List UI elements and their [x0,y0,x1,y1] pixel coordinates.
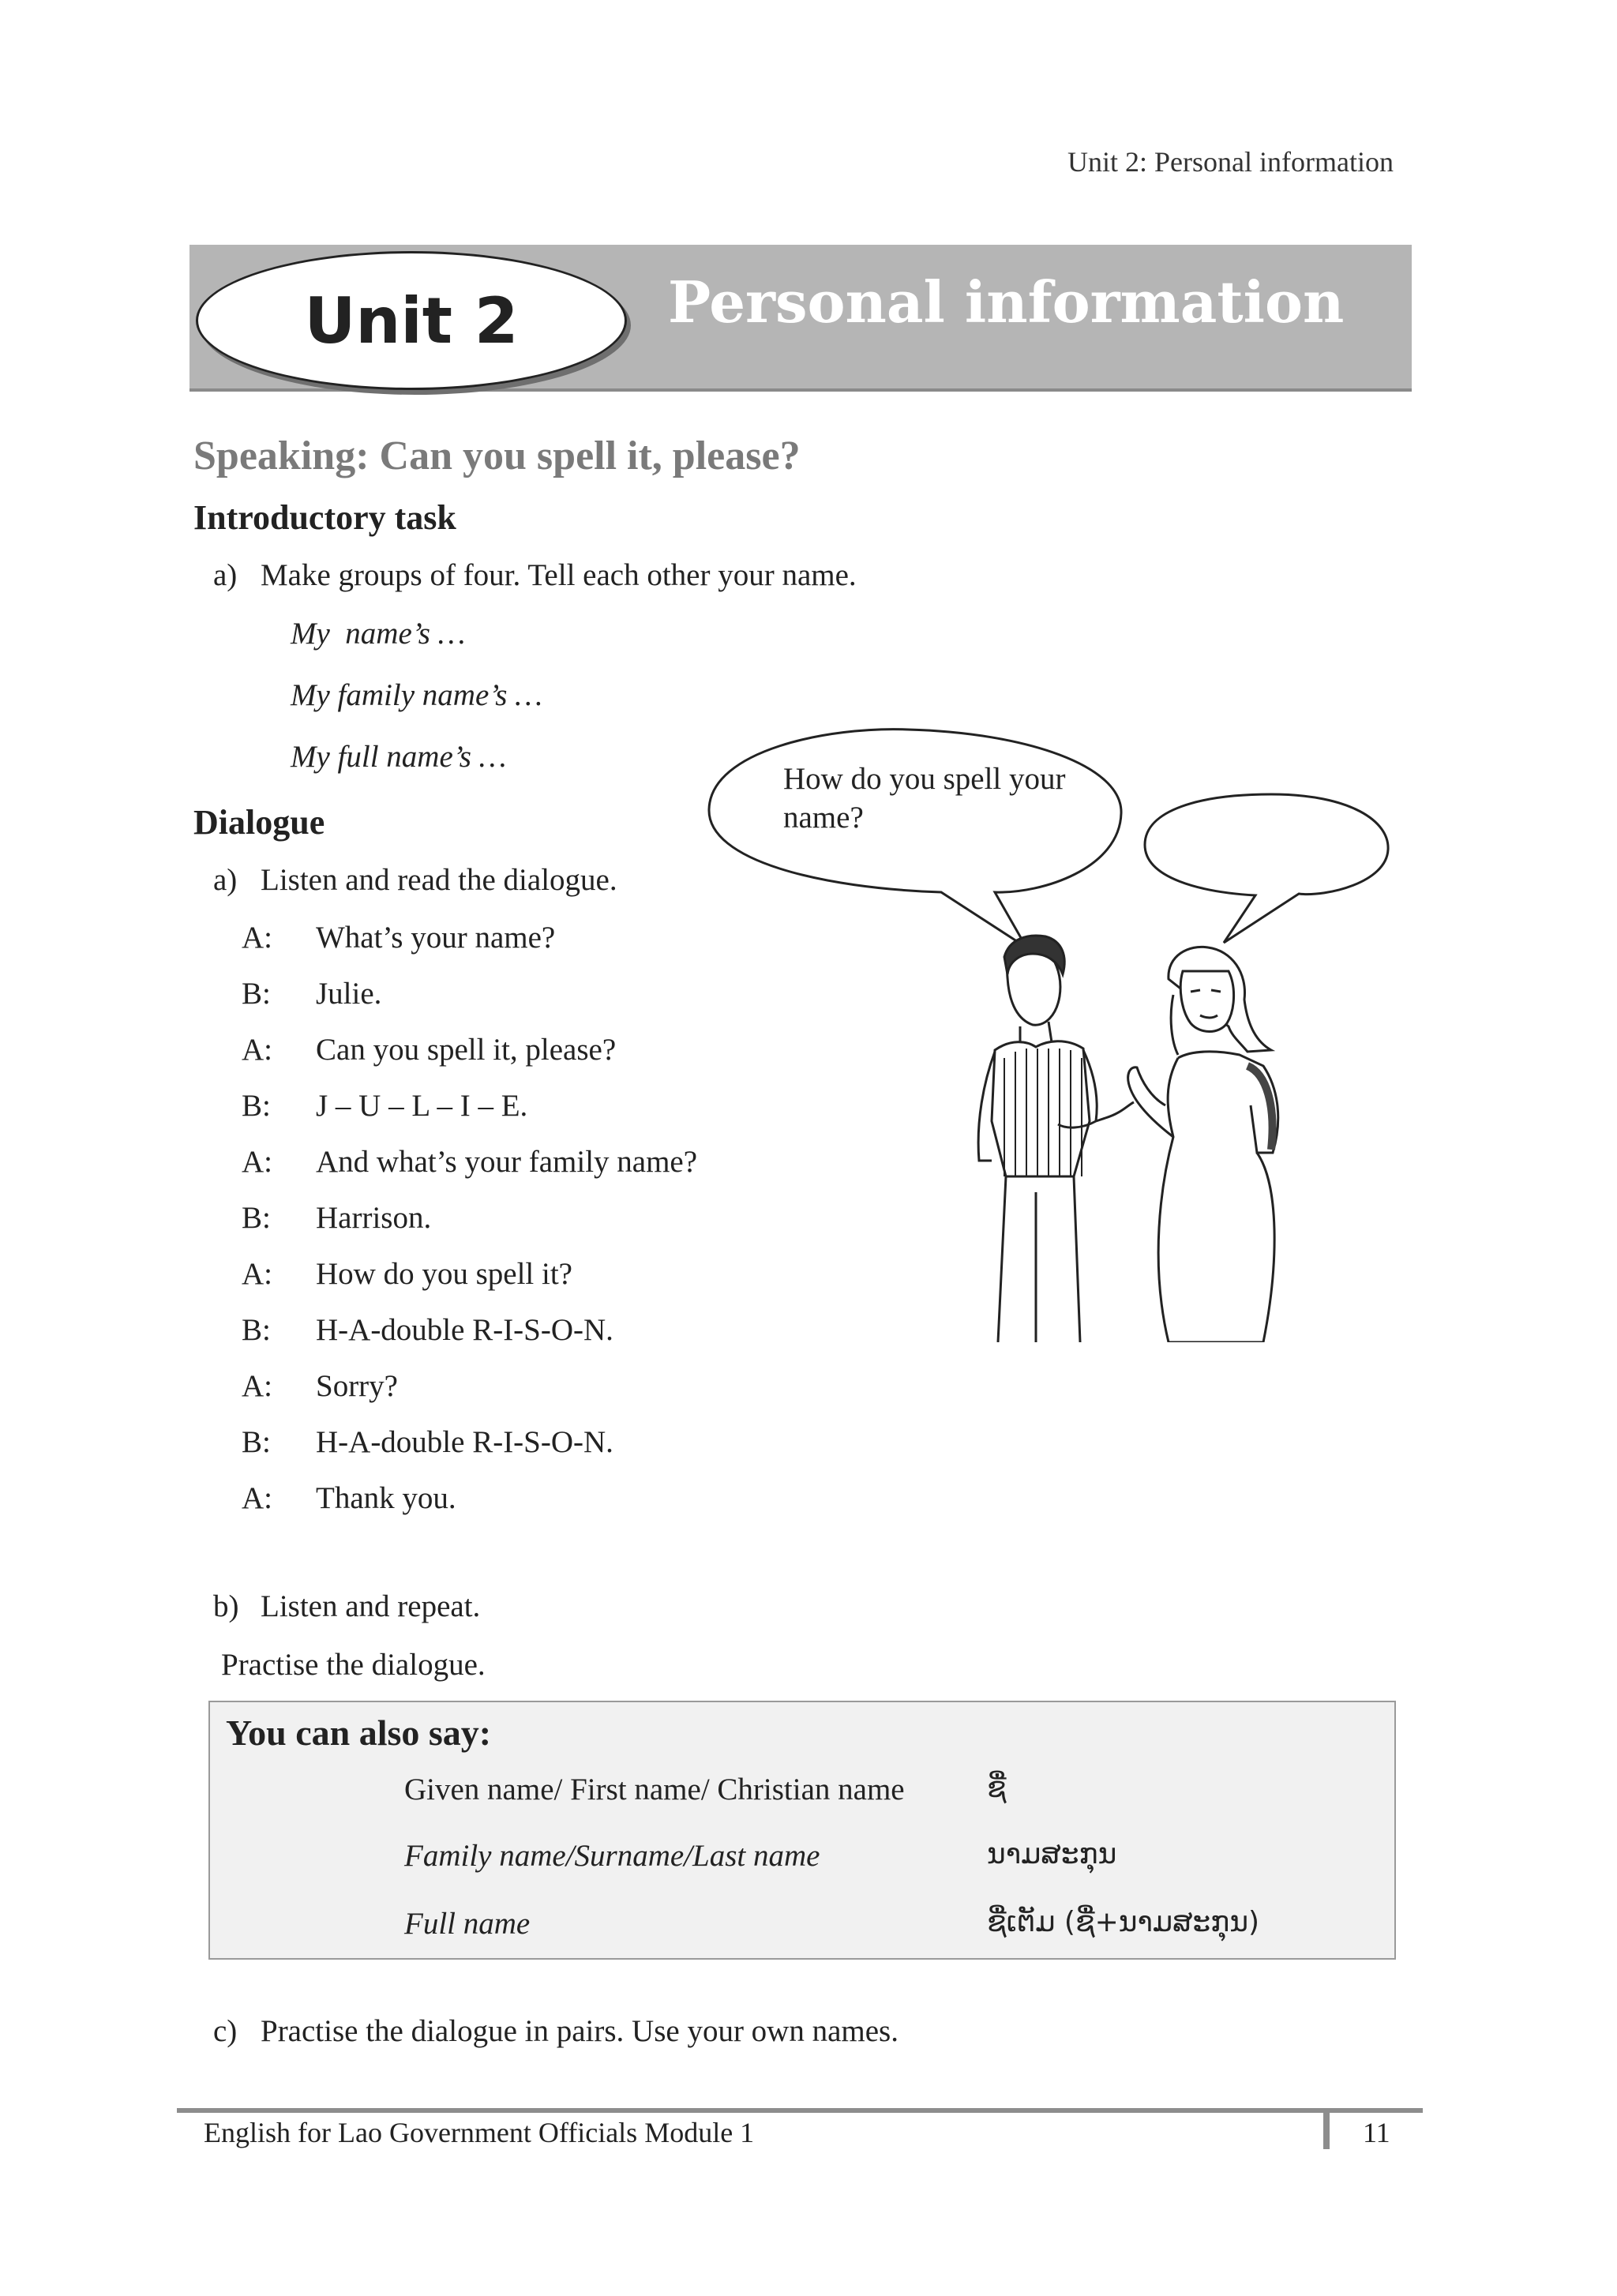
intro-marker: a) [213,558,238,592]
speaker-label: A: [242,1481,272,1515]
section-title: Speaking: Can you spell it, please? [193,433,801,478]
speech-bubble-text: How do you spell your name? [783,762,1066,835]
unit-title: Personal information [668,268,1345,336]
dialogue-instruction: Listen and read the dialogue. [261,863,617,897]
man-figure [978,936,1134,1342]
speaker-label: B: [242,1313,271,1347]
footer-book-title: English for Lao Government Officials Module 1 [204,2117,755,2148]
dialogue-line: J – U – L – I – E. [316,1089,528,1123]
dialogue-line: And what’s your family name? [316,1145,698,1179]
item-c-marker: c) [213,2014,238,2048]
unit-label: Unit 2 [304,283,519,358]
item-b-instruction: Listen and repeat. [261,1589,481,1623]
speaker-label: B: [242,1425,271,1459]
also-say-lao: ນາມສະກຸນ [987,1838,1117,1870]
item-b-marker: b) [213,1589,239,1623]
speaker-label: A: [242,1257,272,1291]
empty-speech-bubble [1145,794,1388,943]
footer-rule [177,2108,1423,2113]
dialogue-line: H-A-double R-I-S-O-N. [316,1425,613,1459]
speaker-label: A: [242,1369,272,1403]
speaker-label: B: [242,1089,271,1123]
also-say-english: Family name/Surname/Last name [404,1839,820,1873]
woman-figure [1128,947,1278,1342]
dialogue-line: Thank you. [316,1481,456,1515]
also-say-title: You can also say: [226,1713,492,1753]
dialogue-line: Harrison. [316,1201,432,1235]
dialogue-line: What’s your name? [316,921,556,955]
also-say-lao: ຊື່ເຕັມ (ຊື່+ນາມສະກຸນ) [987,1906,1260,1938]
speaker-label: B: [242,1201,271,1235]
footer-separator [1323,2113,1330,2149]
speaker-label: A: [242,1145,272,1179]
dialogue-line: Sorry? [316,1369,398,1403]
also-say-english: Given name/ First name/ Christian name [404,1773,905,1806]
speaker-label: A: [242,1033,272,1067]
intro-prompt: My full name’s … [291,740,507,774]
practise-text: Practise the dialogue. [221,1648,486,1682]
dialogue-heading: Dialogue [193,803,325,842]
also-say-lao: ຊື່ [987,1772,1007,1804]
intro-heading: Introductory task [193,498,456,537]
dialogue-line: Can you spell it, please? [316,1033,617,1067]
also-say-english: Full name [404,1907,531,1941]
dialogue-marker: a) [213,863,238,897]
dialogue-line: Julie. [316,977,382,1011]
unit-badge [196,251,627,390]
dialogue-line: H-A-double R-I-S-O-N. [316,1313,613,1347]
item-c-instruction: Practise the dialogue in pairs. Use your own names. [261,2014,899,2048]
page-number: 11 [1363,2117,1390,2148]
intro-prompt: My name’s … [291,617,466,651]
dialogue-line: How do you spell it? [316,1257,572,1291]
running-header: Unit 2: Personal information [1067,146,1394,178]
speaker-label: A: [242,921,272,955]
intro-instruction: Make groups of four. Tell each other your name. [261,558,857,592]
intro-prompt: My family name’s … [291,678,542,712]
speaker-label: B: [242,977,271,1011]
